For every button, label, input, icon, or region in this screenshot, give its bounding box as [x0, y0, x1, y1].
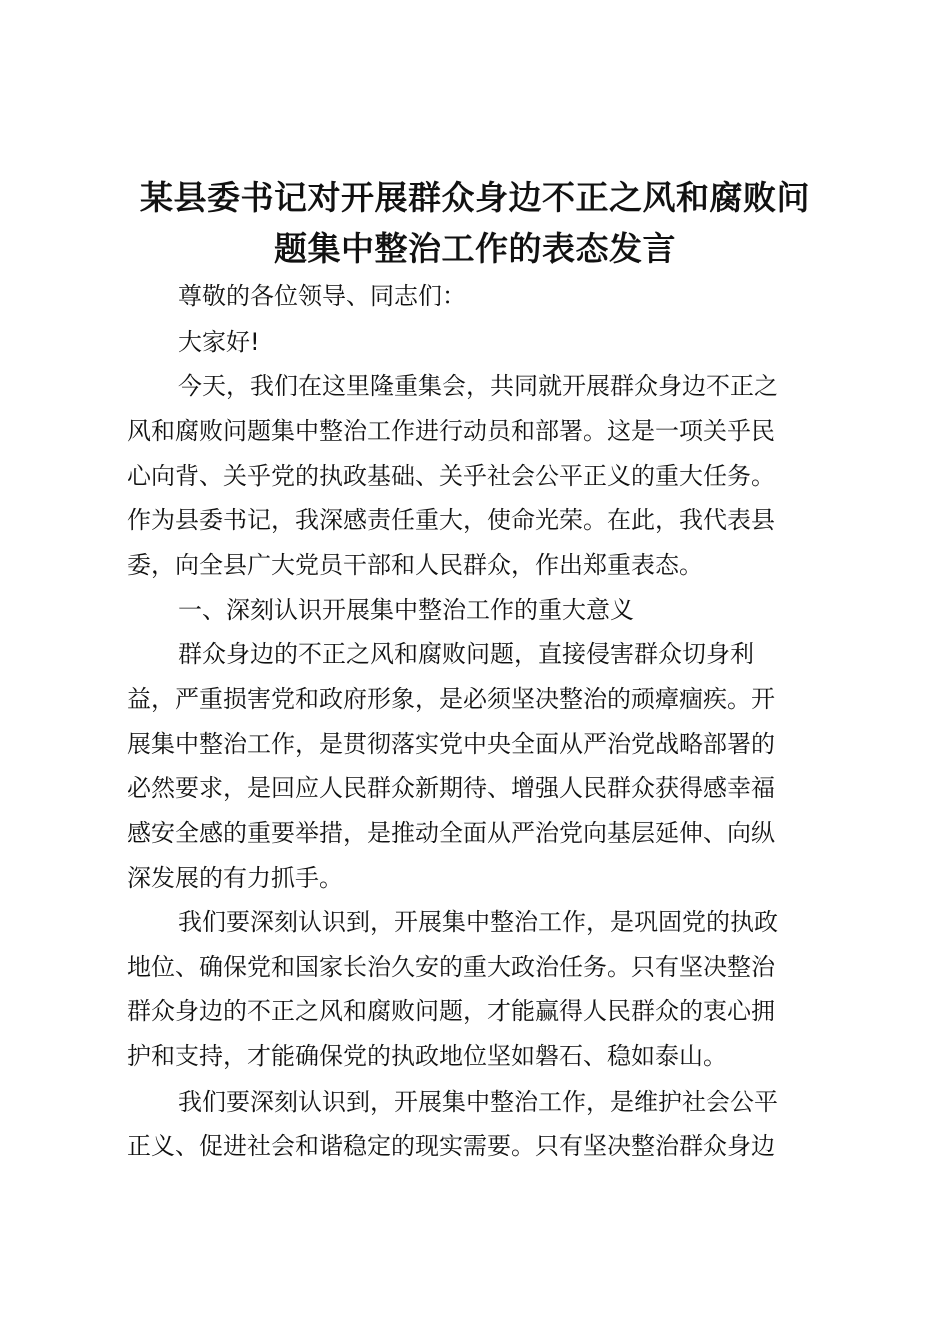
title-line-1: 某县委书记对开展群众身边不正之风和腐败问: [140, 178, 810, 217]
text-line: 感安全感的重要举措，是推动全面从严治党向基层延伸、向纵: [127, 819, 775, 847]
text-line: 我们要深刻认识到，开展集中整治工作，是维护社会公平: [178, 1088, 778, 1116]
greeting: 大家好!: [178, 328, 260, 356]
title-line-2: 题集中整治工作的表态发言: [274, 229, 676, 268]
text-line: 群众身边的不正之风和腐败问题，直接侵害群众切身利: [178, 640, 754, 668]
text-line: 展集中整治工作，是贯彻落实党中央全面从严治党战略部署的: [127, 730, 775, 758]
text-line: 风和腐败问题集中整治工作进行动员和部署。这是一项关乎民: [127, 417, 775, 445]
text-line: 深发展的有力抓手。: [127, 864, 343, 892]
text-line: 地位、确保党和国家长治久安的重大政治任务。只有坚决整治: [127, 953, 775, 981]
salutation: 尊敬的各位领导、同志们：: [178, 282, 466, 310]
text-line: 委，向全县广大党员干部和人民群众，作出郑重表态。: [127, 551, 703, 579]
text-line: 必然要求，是回应人民群众新期待、增强人民群众获得感幸福: [127, 774, 775, 802]
text-line: 今天，我们在这里隆重集会，共同就开展群众身边不正之: [178, 372, 778, 400]
section-heading: 一、深刻认识开展集中整治工作的重大意义: [178, 596, 634, 624]
text-line: 护和支持，才能确保党的执政地位坚如磐石、稳如泰山。: [127, 1042, 727, 1070]
text-line: 正义、促进社会和谐稳定的现实需要。只有坚决整治群众身边: [127, 1132, 775, 1160]
text-line: 益，严重损害党和政府形象，是必须坚决整治的顽瘴痼疾。开: [127, 685, 775, 713]
text-line: 我们要深刻认识到，开展集中整治工作，是巩固党的执政: [178, 908, 778, 936]
text-line: 群众身边的不正之风和腐败问题，才能赢得人民群众的衷心拥: [127, 997, 775, 1025]
document-title: [110, 172, 840, 274]
text-line: 作为县委书记，我深感责任重大，使命光荣。在此，我代表县: [127, 506, 775, 534]
text-line: 心向背、关乎党的执政基础、关乎社会公平正义的重大任务。: [127, 462, 775, 490]
